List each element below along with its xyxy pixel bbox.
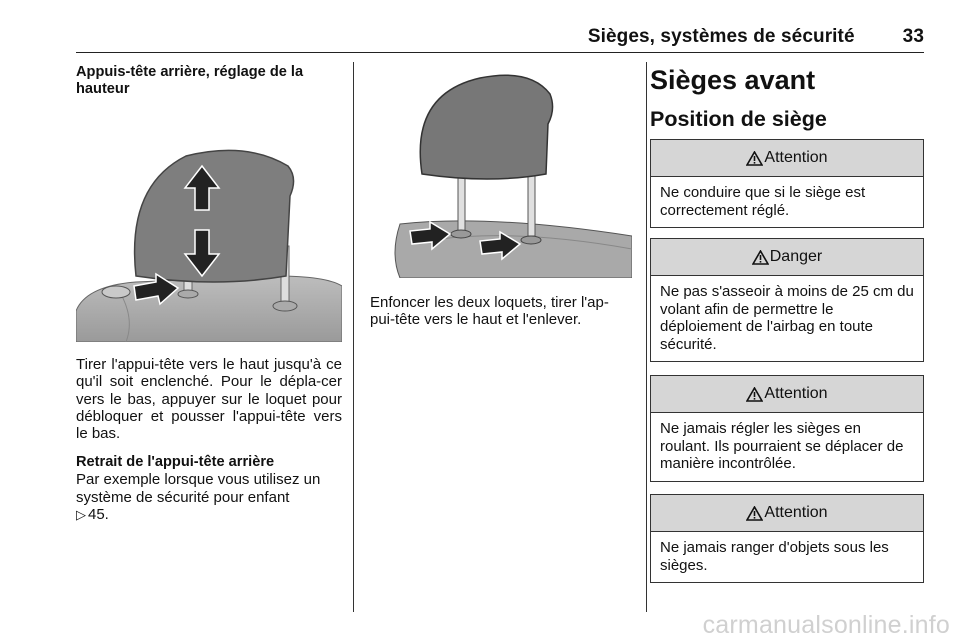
warning-text: Ne jamais ranger d'objets sous les sièges. (660, 539, 889, 574)
column-2 (370, 64, 632, 329)
warning-text: Ne jamais régler les sièges en roulant. Ils pourraient se déplacer de manière incontrôlée. (660, 420, 904, 472)
running-header (76, 26, 924, 53)
warning-text: Ne conduire que si le siège est correctement réglé. (660, 184, 866, 219)
warning-box-attention-3 (650, 494, 924, 583)
warning-header (651, 495, 923, 532)
warning-header (651, 239, 923, 276)
warning-box-attention-1 (650, 139, 924, 228)
warning-label: Attention (764, 504, 828, 521)
section-title: Sièges, systèmes de sécurité (587, 26, 855, 47)
warning-header (651, 376, 923, 413)
watermark: carmanualsonline.info (702, 611, 950, 639)
headrest-height-adjust-illustration (76, 126, 342, 342)
warning-label: Danger (769, 248, 823, 265)
warning-box-danger (650, 238, 924, 362)
height-adjust-instructions: Tirer l'appui-tête vers le haut jusqu'à ce qu'il soit enclenché. Pour le dépla-cer vers le bas, appuyer sur le loquet pour débloquer et pousser l'appui-tête vers le bas. (76, 356, 342, 443)
warning-header (651, 140, 923, 177)
headrest-removal-illustration (370, 64, 632, 278)
cross-reference-page[interactable]: 45. (88, 506, 109, 524)
warning-text: Ne pas s'asseoir à moins de 25 cm du volant afin de permettre le déploiement de l'airbag en toute sécurité. (660, 283, 914, 353)
remove-headrest-instructions: Enfoncer les deux loquets, tirer l'ap-pui-tête vers le haut et l'enlever. (370, 294, 609, 329)
column-divider-right (646, 62, 647, 612)
remove-headrest-intro: Par exemple lorsque vous utilisez un système de sécurité pour enfant ▷ 45. (76, 471, 321, 524)
warning-triangle-icon (746, 506, 763, 521)
section-title-front-seats: Sièges avant (650, 65, 816, 95)
warning-label: Attention (764, 385, 828, 402)
column-1 (76, 64, 342, 523)
warning-triangle-icon (746, 151, 763, 166)
warning-triangle-icon (746, 387, 763, 402)
column-3 (650, 64, 924, 574)
arrow-reference-icon: ▷ (76, 507, 86, 523)
warning-label: Attention (764, 149, 828, 166)
page-number: 33 (902, 26, 924, 47)
column-divider-left (353, 62, 354, 612)
warning-triangle-icon (752, 250, 769, 265)
subsection-seat-position: Position de siège (650, 107, 827, 131)
subheading-remove-headrest: Retrait de l'appui-tête arrière (76, 454, 275, 471)
warning-box-attention-2 (650, 375, 924, 482)
section-heading-height-adjust: Appuis-tête arrière, réglage de la hauteur (76, 64, 304, 97)
